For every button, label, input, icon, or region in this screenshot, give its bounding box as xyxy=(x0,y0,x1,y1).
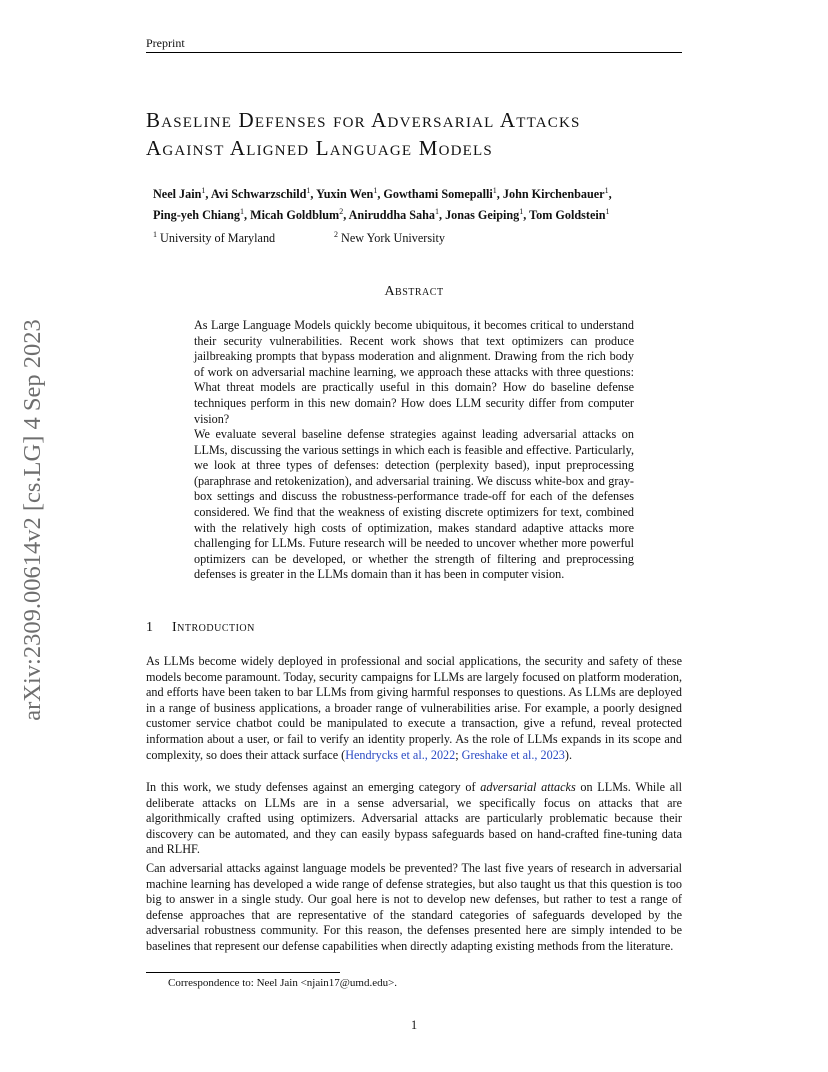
affiliation-mark: 2 xyxy=(334,230,338,239)
intro-paragraph-2 xyxy=(146,780,682,858)
author-name: Jonas Geiping xyxy=(445,208,520,223)
author-name: Yuxin Wen xyxy=(316,187,374,202)
header-rule xyxy=(146,52,682,53)
author-affiliation-mark: 1 xyxy=(306,186,311,195)
author-name: Tom Goldstein xyxy=(529,208,606,223)
intro-paragraph-1: As LLMs become widely deployed in professional and social applications, the security and safety of these models become paramount. Today, security campaigns for LLMs are largely focused on platform moderation, and efforts have been taken to bar LLMs from giving harmful responses to questions. As LLMs are deployed in a range of business applications, a broader range of vulnerabilities arise. For example, a poorly designed customer service chatbot could be manipulated to execute a transaction, give a refund, reveal protected information about a user, or fail to verify an identity properly. As the role of LLMs expands in its scope and complexity, so does their attack surface (Hendrycks et al., 2022; Greshake et al., 2023). xyxy=(146,654,682,762)
paper-title xyxy=(146,106,706,162)
affiliation-name: New York University xyxy=(341,231,445,246)
author-separator: , xyxy=(496,187,503,202)
citation-year: 2022 xyxy=(430,747,456,762)
citation-author: Greshake et al. xyxy=(461,747,535,762)
section-number: 1 xyxy=(146,620,154,635)
title-line-2: Against Aligned Language Models xyxy=(146,136,493,160)
arxiv-sidebar xyxy=(8,300,58,740)
emphasis-term: adversarial attacks xyxy=(480,780,576,794)
author-affiliation-mark: 1 xyxy=(605,207,610,217)
author-name: Neel Jain xyxy=(153,187,202,202)
author-affiliation-mark: 1 xyxy=(604,186,609,195)
author-name: Gowthami Somepalli xyxy=(383,187,493,202)
author-separator: , xyxy=(310,187,317,202)
abstract-heading: Abstract xyxy=(384,284,444,299)
title-line-1: Baseline Defenses for Adversarial Attacks xyxy=(146,108,581,132)
author-name: Ping-yeh Chiang xyxy=(153,208,241,223)
author-separator: , xyxy=(608,187,612,202)
affiliation-name: University of Maryland xyxy=(160,231,276,246)
author-affiliation-mark: 1 xyxy=(201,186,206,195)
abstract-paragraph-2: We evaluate several baseline defense strategies against leading adversarial attacks on LLMs, discussing the various settings in which each is feasible and effective. Particularly, we look at three types of defenses: detection (perplexity based), input preprocessing (paraphrase and retokenization), and adversarial training. We discuss white-box and gray-box settings and discuss the robustness-performance trade-off for each of the defenses considered. We find that the weakness of existing discrete optimizers for text, combined with the relatively high costs of optimization, makes standard adaptive attacks more challenging for LLMs. Future research will be needed to uncover whether more powerful optimizers can be developed, or whether the strength of filtering and preprocessing defenses is greater in the LLMs domain than it has been in computer vision. xyxy=(194,427,634,582)
author-separator: , xyxy=(244,208,251,223)
author-affiliation-mark: 1 xyxy=(519,207,524,217)
paragraph-text: on LLMs. While all deliberate attacks on LLMs are in a sense adversarial, we specifically focus on attacks that are algorithmically crafted using optimizers. Adversarial attacks are particularly problematic because their discovery can be automated, and they can easily bypass safeguards based on hand-crafted fine-tuning data and RLHF. xyxy=(146,780,682,857)
paragraph-text: In this work, we study defenses against an emerging category of xyxy=(146,780,481,794)
page-number: 1 xyxy=(410,1018,418,1032)
citation-link[interactable]: Hendrycks et al., 2022 xyxy=(345,747,456,762)
paragraph-text: As LLMs become widely deployed in professional and social applications, the security and safety of these models become paramount. Today, security campaigns for LLMs are largely focused on platform moderation, and efforts have been taken to bar LLMs from giving harmful responses to questions. As LLMs are deployed in a range of business applications, a broader range of vulnerabilities arise. For example, a poorly designed customer service chatbot could be manipulated to execute a transaction, give a refund, reveal protected information about a user, or fail to verify an identity properly. As the role of LLMs expands in its scope and complexity, so does their attack surface ( xyxy=(146,654,682,762)
footnote-rule xyxy=(146,972,340,973)
running-head: Preprint xyxy=(146,36,185,50)
section-heading xyxy=(146,620,255,636)
footnote: Correspondence to: Neel Jain <njain17@umd.edu>. xyxy=(168,977,398,989)
section-title: Introduction xyxy=(172,620,255,635)
intro-paragraph-3: Can adversarial attacks against language models be prevented? The last five years of research in adversarial machine learning has developed a wide range of defense strategies, but also taught us that this question is too big to answer in a single study. Our goal here is not to develop new defenses, but rather to test a range of defense approaches that are representative of the standard categories of safeguards developed by the adversarial robustness community. For this reason, the defenses presented here are simply intended to be baselines that represent our defense capabilities when directly adapting existing methods from the literature. xyxy=(146,861,682,953)
citation-author: Hendrycks et al. xyxy=(345,747,425,762)
author-name: Aniruddha Saha xyxy=(348,208,435,223)
author-separator: , xyxy=(377,187,384,202)
citation-link[interactable]: Greshake et al., 2023 xyxy=(461,747,565,762)
author-affiliation-mark: 2 xyxy=(339,207,344,217)
affiliation-mark: 1 xyxy=(153,230,157,239)
arxiv-identifier: arXiv:2309.00614v2 [cs.LG] 4 Sep 2023 xyxy=(19,319,46,721)
author-affiliation-mark: 1 xyxy=(240,207,245,217)
author-separator: , xyxy=(438,208,446,223)
author-affiliation-mark: 1 xyxy=(373,186,378,195)
author-name: Micah Goldblum xyxy=(250,208,340,223)
author-name: Avi Schwarzschild xyxy=(210,187,307,202)
affiliation-1 xyxy=(153,230,275,246)
abstract-paragraph-1: As Large Language Models quickly become ubiquitous, it becomes critical to understand their security vulnerabilities. Recent work shows that text optimizers can produce jailbreaking prompts that bypass moderation and alignment. Drawing from the rich body of work on adversarial machine learning, we approach these attacks with three questions: What threat models are practically useful in this domain? How do baseline defense techniques perform in this new domain? How does LLM security differ from computer vision? xyxy=(194,318,634,426)
author-list xyxy=(153,182,693,224)
author-separator: , xyxy=(205,187,211,202)
author-name: John Kirchenbauer xyxy=(502,187,605,202)
author-separator: , xyxy=(523,208,530,223)
author-affiliation-mark: 1 xyxy=(492,186,497,195)
author-affiliation-mark: 1 xyxy=(434,207,439,217)
author-separator: , xyxy=(343,208,349,223)
citation-year: 2023 xyxy=(540,747,565,762)
affiliation-2 xyxy=(334,230,445,246)
